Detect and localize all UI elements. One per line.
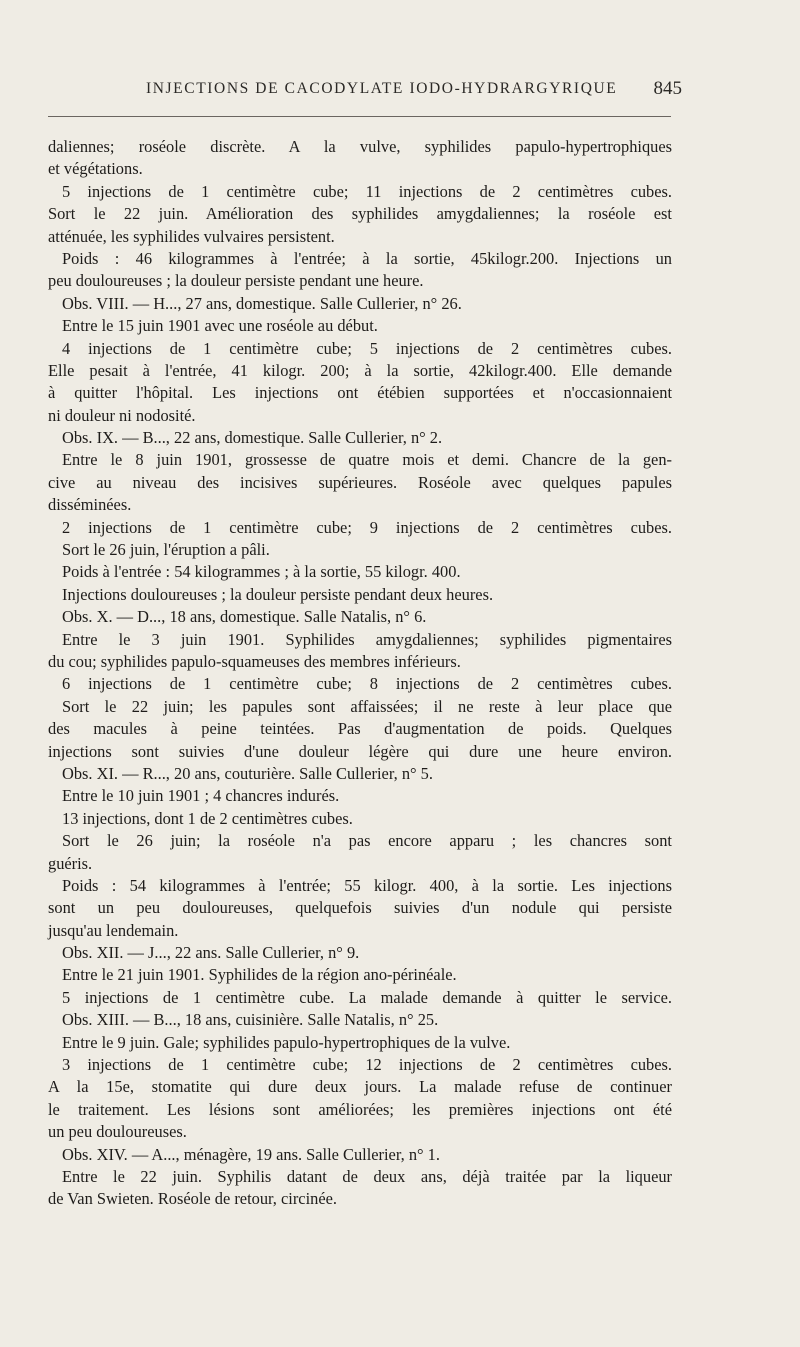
text-line: 3 injections de 1 centimètre cube; 12 injections de 2 centimètres cubes.	[62, 1055, 672, 1075]
text-line: 4 injections de 1 centimètre cube; 5 injections de 2 centimètres cubes.	[62, 338, 672, 358]
text-line: Entre le 15 juin 1901 avec une roséole au début.	[62, 316, 378, 336]
text-line: de Van Swieten. Roséole de retour, circinée.	[48, 1189, 337, 1209]
text-line: 5 injections de 1 centimètre cube; 11 injections de 2 centimètres cubes.	[62, 181, 672, 201]
text-line: Sort le 22 juin. Amélioration des syphilides amygdaliennes; la roséole est	[48, 204, 672, 224]
text-line: Entre le 10 juin 1901 ; 4 chancres indurés.	[62, 786, 340, 806]
header-rule	[48, 116, 671, 117]
text-line: Sort le 26 juin; la roséole n'a pas encore apparu ; les chancres sont	[62, 831, 672, 851]
running-title: INJECTIONS DE CACODYLATE IODO-HYDRARGYRIQUE	[146, 80, 618, 97]
text-line: Entre le 22 juin. Syphilis datant de deux ans, déjà traitée par la liqueur	[62, 1166, 672, 1186]
text-line: atténuée, les syphilides vulvaires persistent.	[48, 226, 335, 246]
text-line: daliennes; roséole discrète. A la vulve, syphilides papulo-hypertrophiques	[48, 137, 672, 156]
text-line: A la 15e, stomatite qui dure deux jours. La malade refuse de continuer	[48, 1077, 672, 1097]
text-line: Sort le 26 juin, l'éruption a pâli.	[62, 540, 270, 560]
text-line: sont un peu douloureuses, quelquefois suivies d'un nodule qui persiste	[48, 898, 672, 918]
text-line: peu douloureuses ; la douleur persiste pendant une heure.	[48, 271, 424, 291]
text-line: disséminées.	[48, 495, 132, 515]
text-line: à quitter l'hôpital. Les injections ont étébien supportées et n'occasionnaient	[48, 383, 672, 403]
text-line: cive au niveau des incisives supérieures. Roséole avec quelques papules	[48, 472, 672, 492]
text-line: le traitement. Les lésions sont améliorées; les premières injections ont été	[48, 1099, 672, 1119]
text-line: et végétations.	[48, 159, 143, 179]
text-line: Obs. XIV. — A..., ménagère, 19 ans. Salle Cullerier, n° 1.	[62, 1144, 440, 1164]
text-line: ni douleur ni nodosité.	[48, 405, 196, 425]
text-line: Obs. VIII. — H..., 27 ans, domestique. Salle Cullerier, n° 26.	[62, 293, 462, 313]
text-line: Entre le 9 juin. Gale; syphilides papulo-hypertrophiques de la vulve.	[62, 1032, 511, 1052]
text-line: Obs. X. — D..., 18 ans, domestique. Salle Natalis, n° 6.	[62, 607, 427, 627]
text-line: 5 injections de 1 centimètre cube. La malade demande à quitter le service.	[62, 987, 672, 1007]
text-line: Obs. XIII. — B..., 18 ans, cuisinière. Salle Natalis, n° 25.	[62, 1010, 439, 1030]
text-line: Obs. IX. — B..., 22 ans, domestique. Salle Cullerier, n° 2.	[62, 428, 443, 448]
text-line: injections sont suivies d'une douleur légère qui dure une heure environ.	[48, 741, 672, 761]
text-line: Entre le 8 juin 1901, grossesse de quatre mois et demi. Chancre de la gen-	[62, 450, 672, 470]
page-header	[48, 78, 682, 108]
text-line: des macules à peine teintées. Pas d'augmentation de poids. Quelques	[48, 719, 672, 739]
text-line: Obs. XII. — J..., 22 ans. Salle Cullerier, n° 9.	[62, 943, 360, 963]
text-line: 13 injections, dont 1 de 2 centimètres cubes.	[62, 808, 353, 828]
page-number: 845	[653, 78, 682, 99]
text-line: Poids : 54 kilogrammes à l'entrée; 55 kilogr. 400, à la sortie. Les injections	[62, 875, 672, 895]
text-line: Elle pesait à l'entrée, 41 kilogr. 200; à la sortie, 42kilogr.400. Elle demande	[48, 360, 672, 380]
text-line: du cou; syphilides papulo-squameuses des membres inférieurs.	[48, 651, 461, 671]
text-line: Injections douloureuses ; la douleur persiste pendant deux heures.	[62, 584, 494, 604]
text-line: 6 injections de 1 centimètre cube; 8 injections de 2 centimètres cubes.	[62, 674, 672, 694]
text-line: Entre le 3 juin 1901. Syphilides amygdaliennes; syphilides pigmentaires	[62, 629, 672, 649]
text-line: Sort le 22 juin; les papules sont affaissées; il ne reste à leur place que	[62, 696, 672, 716]
text-line: jusqu'au lendemain.	[48, 920, 179, 940]
text-line: Poids à l'entrée : 54 kilogrammes ; à la sortie, 55 kilogr. 400.	[62, 562, 461, 582]
text-line: un peu douloureuses.	[48, 1122, 187, 1142]
text-line: Obs. XI. — R..., 20 ans, couturière. Salle Cullerier, n° 5.	[62, 763, 433, 783]
text-line: guéris.	[48, 853, 93, 873]
text-line: Poids : 46 kilogrammes à l'entrée; à la sortie, 45kilogr.200. Injections un	[62, 248, 672, 268]
body-text	[48, 136, 672, 1211]
text-line: Entre le 21 juin 1901. Syphilides de la région ano-périnéale.	[62, 965, 457, 985]
text-line: 2 injections de 1 centimètre cube; 9 injections de 2 centimètres cubes.	[62, 517, 672, 537]
